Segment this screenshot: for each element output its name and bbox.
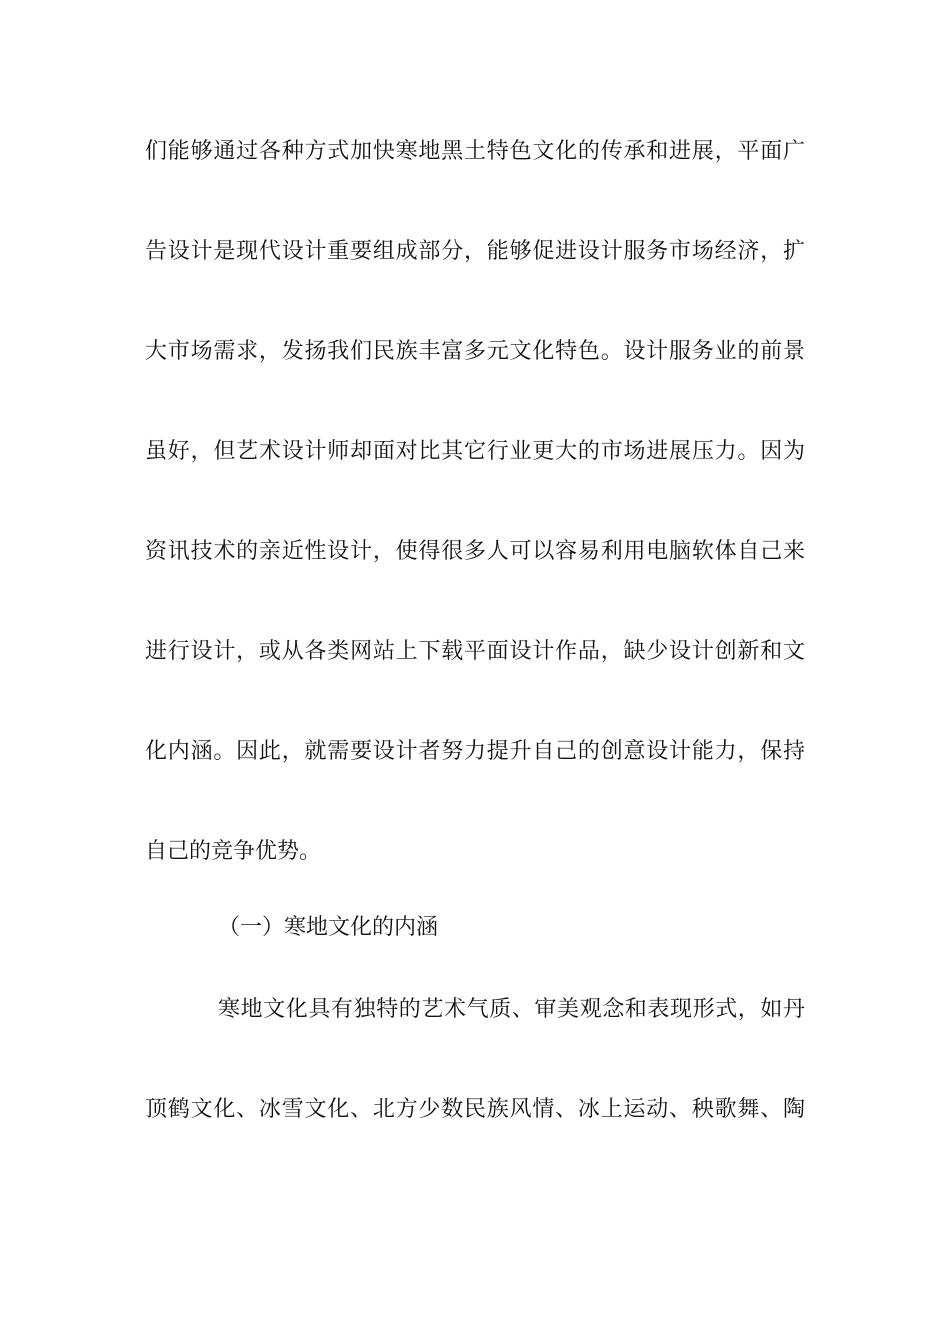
paragraph-1-line-3: 大市场需求，发扬我们民族丰富多元文化特色。设计服务业的前景 bbox=[145, 339, 805, 364]
paragraph-2-line-2: 顶鹤文化、冰雪文化、北方少数民族风情、冰上运动、秧歌舞、陶 bbox=[145, 1097, 805, 1122]
paragraph-1-line-4: 虽好，但艺术设计师却面对比其它行业更大的市场进展压力。因为 bbox=[145, 439, 805, 464]
section-heading: （一）寒地文化的内涵 bbox=[218, 915, 439, 940]
paragraph-1-line-8: 自己的竞争优势。 bbox=[145, 839, 322, 864]
paragraph-1-line-1: 们能够通过各种方式加快寒地黑土特色文化的传承和进展，平面广 bbox=[145, 139, 805, 164]
paragraph-1-line-2: 告设计是现代设计重要组成部分，能够促进设计服务市场经济，扩 bbox=[145, 239, 805, 264]
paragraph-2-line-1: 寒地文化具有独特的艺术气质、审美观念和表现形式，如丹 bbox=[218, 997, 805, 1022]
paragraph-1-line-6: 进行设计，或从各类网站上下载平面设计作品，缺少设计创新和文 bbox=[145, 639, 805, 664]
paragraph-1-line-7: 化内涵。因此，就需要设计者努力提升自己的创意设计能力，保持 bbox=[145, 739, 805, 764]
paragraph-1-line-5: 资讯技术的亲近性设计，使得很多人可以容易利用电脑软体自己来 bbox=[145, 539, 805, 564]
